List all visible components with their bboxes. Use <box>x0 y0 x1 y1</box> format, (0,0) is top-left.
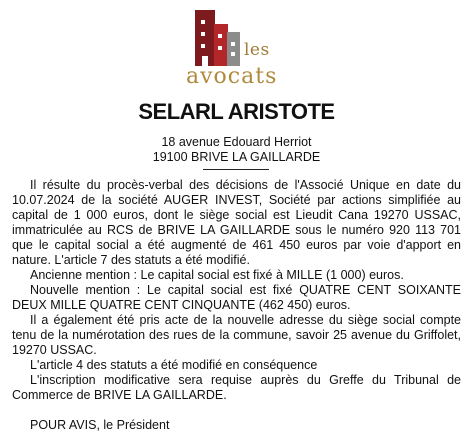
notice-paragraph: Il résulte du procès-verbal des décisions de l'Associé Unique en date du 10.07.2024 de la société AUGER INVEST, Société par actions simplifiée au capital de 1 000 euros, dont le siège social est Lieudit Cana 19270 USSAC, immatriculée au RCS de BRIVE LA GAILLARDE sous le numéro 920 113 701 que le capital social a été augmenté de 461 450 euros par voie d'apport en nature. L'article 7 des statuts a été modifié. <box>12 178 461 267</box>
notice-paragraph: L'article 4 des statuts a été modifié en conséquence <box>30 358 318 372</box>
firm-address-city: 19100 BRIVE LA GAILLARDE <box>152 150 321 164</box>
signature: POUR AVIS, le Président <box>30 418 170 432</box>
logo-text-les: les <box>244 40 270 60</box>
les-avocats-logo <box>179 6 299 96</box>
notice-paragraph: Nouvelle mention : Le capital social est fixé QUATRE CENT SOIXANTE DEUX MILLE QUATRE CENT CINQUANTE (462 450) euros. <box>12 283 461 312</box>
notice-body <box>12 178 461 433</box>
divider <box>203 169 269 170</box>
notice-paragraph: Ancienne mention : Le capital social est fixé à MILLE (1 000) euros. <box>30 268 404 282</box>
notice-paragraph: L'inscription modificative sera requise auprès du Greffe du Tribunal de Commerce de BRIVE LA GAILLARDE. <box>12 373 461 402</box>
logo-text-avocats: avocats <box>186 64 278 89</box>
firm-name: SELARL ARISTOTE <box>138 99 335 124</box>
notice-paragraph: Il a également été pris acte de la nouvelle adresse du siège social compte tenu de la numérotation des rues de la commune, savoir 25 avenue du Griffolet, 19270 USSAC. <box>12 313 461 357</box>
firm-address-street: 18 avenue Edouard Herriot <box>161 135 312 149</box>
